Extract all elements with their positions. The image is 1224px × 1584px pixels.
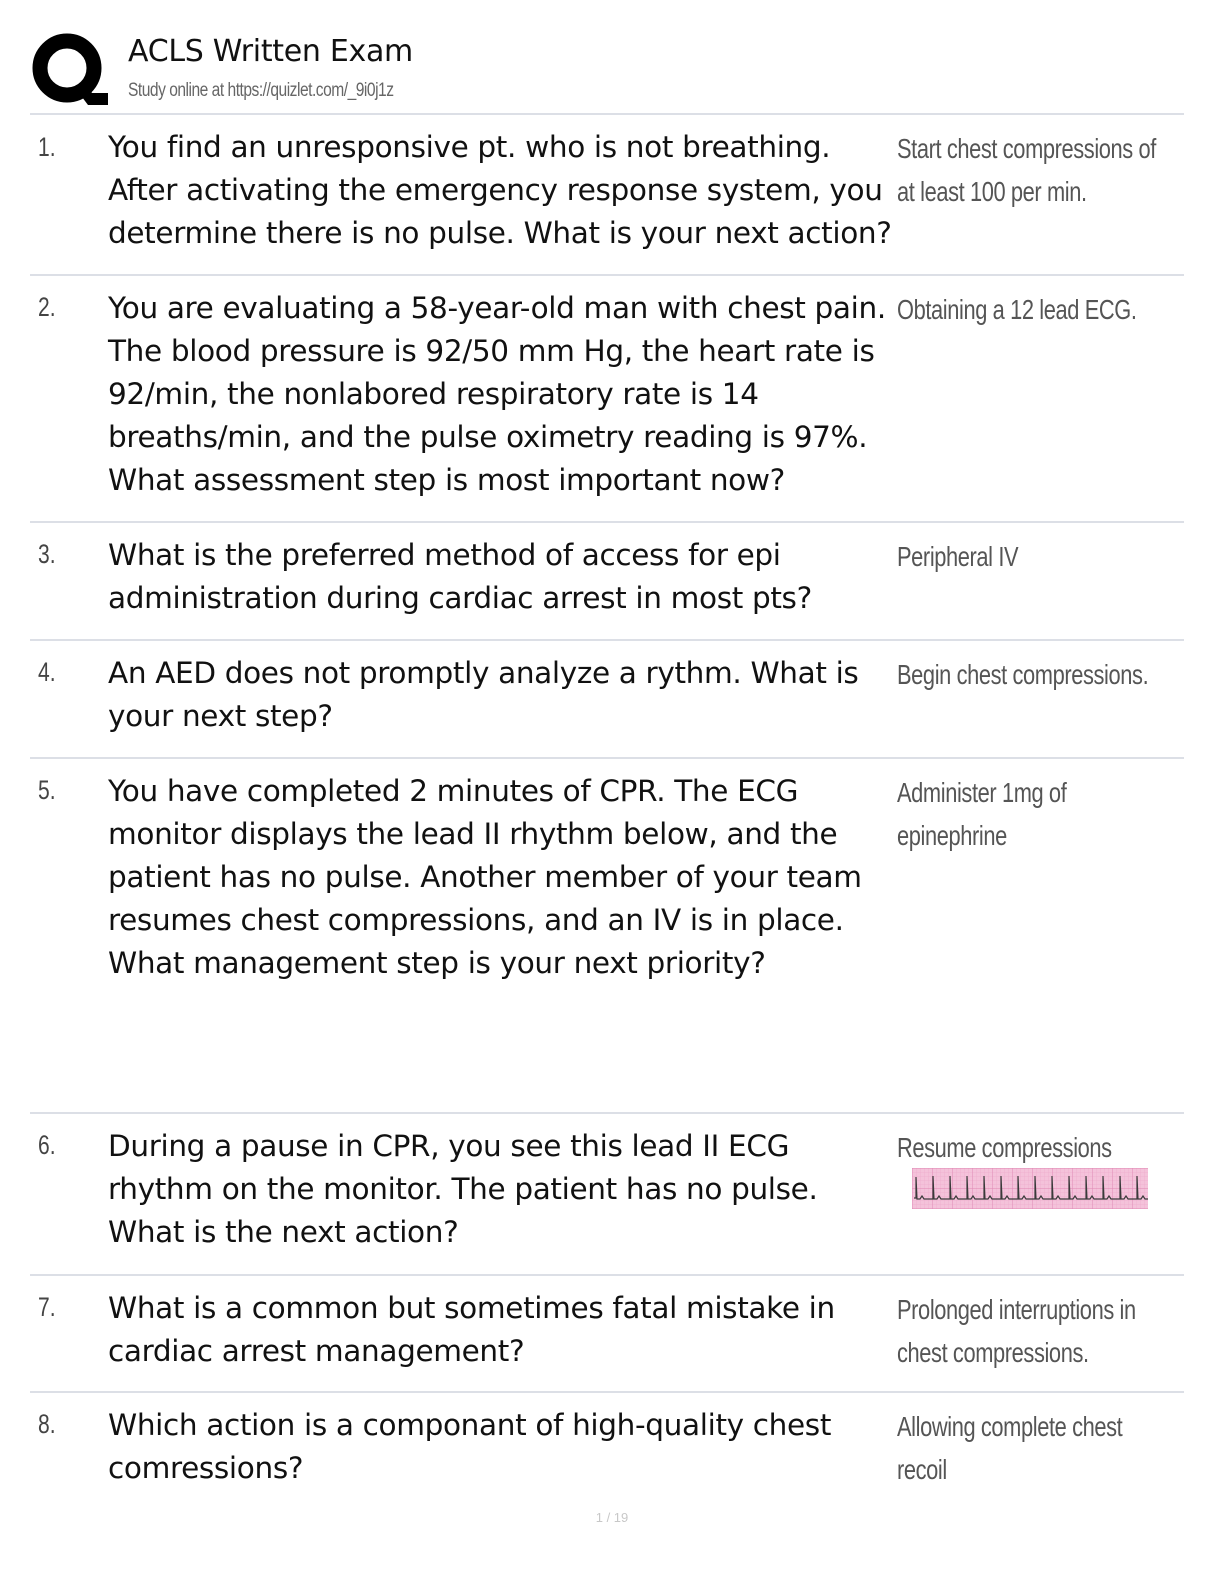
card-divider — [30, 757, 1184, 759]
card-divider — [30, 1112, 1184, 1114]
card-answer: Obtaining a 12 lead ECG. — [897, 294, 1137, 325]
document-title: ACLS Written Exam — [128, 34, 413, 69]
card-divider — [30, 639, 1184, 641]
card-answer: Prolonged interruptions in chest compressions. — [897, 1294, 1136, 1368]
card-number: 3. — [38, 539, 56, 569]
card-answer: Start chest compressions of at least 100 per min. — [897, 133, 1156, 207]
card-question: What is the preferred method of access for epi administration during cardiac arrest in most pts? — [108, 538, 812, 615]
card-number: 1. — [38, 132, 56, 162]
card-question: During a pause in CPR, you see this lead II ECG rhythm on the monitor. The patient has no pulse. What is the next action? — [108, 1129, 818, 1249]
card-number: 2. — [38, 292, 56, 322]
card-answer: Allowing complete chest recoil — [897, 1411, 1123, 1485]
card-answer: Administer 1mg of epinephrine — [897, 777, 1067, 851]
card-number: 5. — [38, 775, 56, 805]
study-online-link[interactable]: Study online at https://quizlet.com/_9i0j1z — [128, 80, 394, 101]
card-question: You are evaluating a 58-year-old man with chest pain. The blood pressure is 92/50 mm Hg, the heart rate is 92/min, the nonlabored respiratory rate is 14 breaths/min, and the pulse oximetry reading is 97%. What assessment step is most important now? — [108, 291, 886, 497]
card-answer: Peripheral IV — [897, 541, 1019, 572]
page-number: 1 / 19 — [595, 1510, 629, 1525]
card-divider — [30, 1274, 1184, 1276]
card-question: What is a common but sometimes fatal mistake in cardiac arrest management? — [108, 1291, 835, 1368]
ecg-strip-image — [912, 1168, 1148, 1209]
card-question: Which action is a componant of high-quality chest comressions? — [108, 1408, 832, 1485]
header-divider — [30, 113, 1184, 115]
card-number: 6. — [38, 1130, 56, 1160]
card-question: An AED does not promptly analyze a rythm. What is your next step? — [108, 656, 859, 733]
card-divider — [30, 274, 1184, 276]
card-divider — [30, 521, 1184, 523]
card-answer: Begin chest compressions. — [897, 659, 1149, 690]
quizlet-logo-icon — [30, 31, 108, 109]
card-number: 8. — [38, 1409, 56, 1439]
page-header — [0, 0, 1224, 114]
card-question: You find an unresponsive pt. who is not breathing. After activating the emergency response system, you determine there is no pulse. What is your next action? — [108, 130, 892, 250]
card-number: 7. — [38, 1292, 56, 1322]
card-answer: Resume compressions — [897, 1132, 1112, 1163]
card-divider — [30, 1391, 1184, 1393]
card-question: You have completed 2 minutes of CPR. The ECG monitor displays the lead II rhythm below, and the patient has no pulse. Another member of your team resumes chest compressions, and an IV is in place. What management step is your next priority? — [108, 774, 862, 980]
card-number: 4. — [38, 657, 56, 687]
